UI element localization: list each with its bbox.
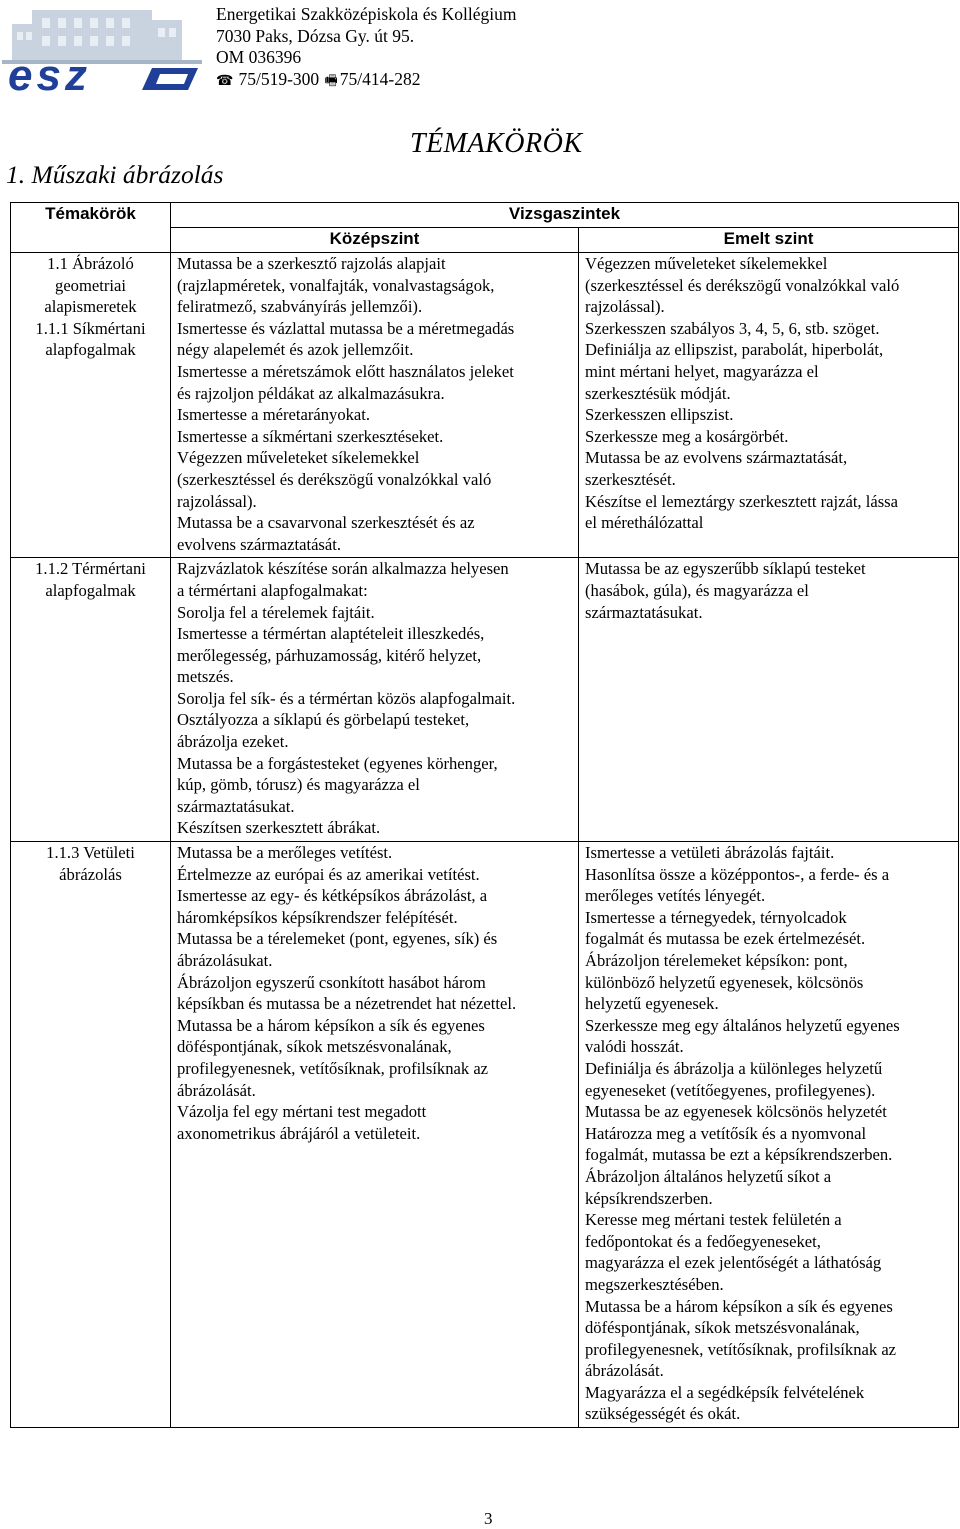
col-header-topics: Témakörök [11,203,171,253]
cell-line: kúp, gömb, tórusz) és magyarázza el [177,775,420,795]
cell-line: Sorolja fel a térelemek fajtáit. [177,602,375,622]
cell-line: merőlegesség, párhuzamosság, kitérő helyzet, [177,645,482,665]
cell-line: Magyarázza el a segédképsík felvételének [585,1382,865,1402]
col-header-mid: Középszint [171,228,579,253]
cell-line: Mutassa be a három képsíkon a sík és egyenes [585,1296,893,1316]
fax-number: 75/414-282 [339,68,421,89]
cell-line: Hasonlítsa össze a középpontos-, a ferde- és a [585,864,890,884]
cell-line: Végezzen műveleteket síkelemekkel [585,254,828,273]
cell-line: evolvens származtatását. [177,534,342,554]
cell-line: metszés. [177,667,234,687]
cell-line: mint mértani helyet, magyarázza el [585,361,819,381]
cell-line: származtatásukat. [585,602,703,622]
cell-line: (hasábok, gúla), és magyarázza el [585,580,809,600]
cell-line: Szerkesszen szabályos 3, 4, 5, 6, stb. szöget. [585,318,880,338]
cell-line: Határozza meg a vetítősík és a nyomvonal [585,1123,867,1143]
cell-line: Ismertesse az egy- és kétképsíkos ábrázolást, a [177,886,488,906]
cell-line: rajzolással). [177,491,257,511]
mid-level-cell [171,558,579,842]
cell-line: 1.1.3 Vetületi [46,843,135,863]
cell-line: Mutassa be az egyenesek kölcsönös helyzetét [585,1102,887,1122]
cell-line: fedőpontokat és a fedőegyeneseket, [585,1231,821,1251]
cell-line: alapismeretek [44,297,137,317]
table-row [11,253,959,558]
cell-line: Ismertesse a síkmértani szerkesztéseket. [177,426,444,446]
cell-line: Készítse el lemeztárgy szerkesztett rajzát, lássa [585,491,898,511]
cell-line: Osztályozza a síklapú és görbelapú testeket, [177,710,470,730]
mid-level-cell [171,253,579,558]
logo-text: esz [8,51,91,94]
adv-level-cell [579,842,959,1428]
cell-line: Definiálja az ellipszist, parabolát, hiperbolát, [585,340,884,360]
cell-line: helyzetű egyenesek. [585,994,719,1014]
cell-line: Szerkessze meg egy általános helyzetű egyenes [585,1015,900,1035]
cell-line: döféspontjának, síkok metszésvonalának, [585,1318,860,1338]
fax-icon: 🖷 [324,73,338,89]
cell-line: alapfogalmak [45,340,136,360]
cell-line: Ismertesse és vázlattal mutassa be a méretmegadás [177,318,515,338]
cell-line: képsíkrendszerben. [585,1188,713,1208]
cell-line: profilegyenesnek, vetítősíknak, profilsíknak az [585,1339,897,1359]
cell-line: Definiálja és ábrázolja a különleges helyzetű [585,1058,883,1078]
cell-line: Rajzvázlatok készítése során alkalmazza helyesen [177,559,509,579]
cell-line: rajzolással). [585,297,665,317]
cell-line: Mutassa be a merőleges vetítést. [177,843,393,863]
cell-line: képsíkban és mutassa be a nézetrendet hat nézettel. [177,994,517,1014]
cell-line: és rajzoljon példákat az alkalmazásukra. [177,383,445,403]
cell-line: Készítsen szerkesztett ábrákat. [177,818,381,838]
cell-line: Ismertesse a méretarányokat. [177,405,371,425]
cell-line: 1.1.1 Síkmértani [35,318,146,338]
cell-line: Ábrázoljon egyszerű csonkított hasábot három [177,972,486,992]
cell-line: 1.1 Ábrázoló [47,254,134,273]
col-header-adv: Emelt szint [579,228,959,253]
cell-line: el mérethálózattal [585,513,704,533]
cell-line: ábrázolásukat. [177,951,273,970]
cell-line: származtatásukat. [177,796,295,816]
cell-line: fogalmát, mutassa be ezt a képsíkrendszerben. [585,1145,893,1165]
topic-cell [11,253,171,558]
cell-line: Mutassa be az evolvens származtatását, [585,448,848,468]
table-row [11,842,959,1428]
page-number: 3 [484,1509,493,1528]
cell-line: Ismertesse a térmértan alaptételeit illeszkedés, [177,624,485,644]
cell-line: alapfogalmak [45,580,136,600]
cell-line: ábrázolását. [177,1080,256,1100]
cell-line: Ismertesse a vetületi ábrázolás fajtáit. [585,843,835,863]
cell-line: profilegyenesnek, vetítősíknak, profilsíknak az [177,1058,489,1078]
cell-line: Mutassa be a szerkesztő rajzolás alapjait [177,254,446,273]
cell-line: szerkesztésük módját. [585,383,731,403]
cell-line: Mutassa be a három képsíkon a sík és egyenes [177,1015,485,1035]
adv-level-cell [579,253,959,558]
cell-line: magyarázza el ezek jelentőségét a láthatóság [585,1253,882,1273]
cell-line: ábrázolás [59,864,122,884]
cell-line: szükségességét és okát. [585,1404,741,1424]
cell-line: a térmértani alapfogalmakat: [177,580,368,600]
school-name: Energetikai Szakközépiskola és Kollégium [216,4,517,24]
cell-line: Mutassa be a forgástesteket (egyenes körhenger, [177,753,498,773]
school-om: OM 036396 [216,47,302,67]
cell-line: egyeneseket (vetítőegyenes, profilegyenes). [585,1080,876,1100]
cell-line: Mutassa be a csavarvonal szerkesztését és az [177,513,475,533]
cell-line: Mutassa be a térelemeket (pont, egyenes, sík) és [177,929,498,949]
cell-line: geometriai [55,275,126,295]
cell-line: ábrázolását. [585,1361,664,1381]
mid-level-cell [171,842,579,1428]
cell-line: szerkesztését. [585,469,676,489]
cell-line: valódi hosszát. [585,1037,684,1057]
cell-line: (szerkesztéssel és derékszögű vonalzókkal való [585,275,900,295]
cell-line: feliratmező, szabványírás jellemzői). [177,297,423,317]
cell-line: Keresse meg mértani testek felületén a [585,1210,842,1230]
telephone-icon: ☎ [216,73,234,89]
cell-line: Ismertesse a térnegyedek, térnyolcadok [585,907,847,927]
cell-line: (szerkesztéssel és derékszögű vonalzókkal való [177,469,492,489]
col-header-exams: Vizsgaszintek [171,203,959,228]
cell-line: Ábrázoljon általános helyzetű síkot a [585,1166,832,1186]
cell-line: Mutassa be az egyszerűbb síklapú testeket [585,559,866,579]
cell-line: merőleges vetítés lényegét. [585,886,766,906]
cell-line: Ismertesse a méretszámok előtt használatos jeleket [177,361,514,381]
school-info [216,4,517,92]
section-title: 1. Műszaki ábrázolás [6,160,224,189]
table-header-row [11,203,959,228]
cell-line: 1.1.2 Térmértani [35,559,146,579]
topics-table [10,202,959,1428]
school-logo [2,2,202,94]
cell-line: különböző helyzetű egyenesek, kölcsönös [585,972,864,992]
cell-line: (rajzlapméretek, vonalfajták, vonalvastagságok, [177,275,495,295]
cell-line: Értelmezze az európai és az amerikai vetítést. [177,864,480,884]
cell-line: Ábrázoljon térelemeket képsíkon: pont, [585,951,848,970]
cell-line: Vázolja fel egy mértani test megadott [177,1102,427,1122]
school-contacts [216,69,517,93]
cell-line: döféspontjának, síkok metszésvonalának, [177,1037,452,1057]
adv-level-cell [579,558,959,842]
cell-line: megszerkesztésében. [585,1274,724,1294]
cell-line: négy alapelemét és azok jellemzőit. [177,340,414,360]
cell-line: Végezzen műveleteket síkelemekkel [177,448,420,468]
cell-line: fogalmát és mutassa be ezek értelmezését. [585,929,866,949]
cell-line: Szerkesszen ellipszist. [585,405,734,425]
cell-line: háromképsíkos képsíkrendszer felépítését. [177,907,458,927]
phone-number: 75/519-300 [238,68,320,89]
topic-cell [11,842,171,1428]
cell-line: axonometrikus ábrájáról a vetületeit. [177,1123,421,1143]
cell-line: Sorolja fel sík- és a térmértan közös alapfogalmait. [177,688,516,708]
topic-cell [11,558,171,842]
cell-line: ábrázolja ezeket. [177,732,289,752]
table-row [11,558,959,842]
page-title: TÉMAKÖRÖK [410,128,583,159]
school-address: 7030 Paks, Dózsa Gy. út 95. [216,25,415,46]
cell-line: Szerkessze meg a kosárgörbét. [585,426,789,446]
